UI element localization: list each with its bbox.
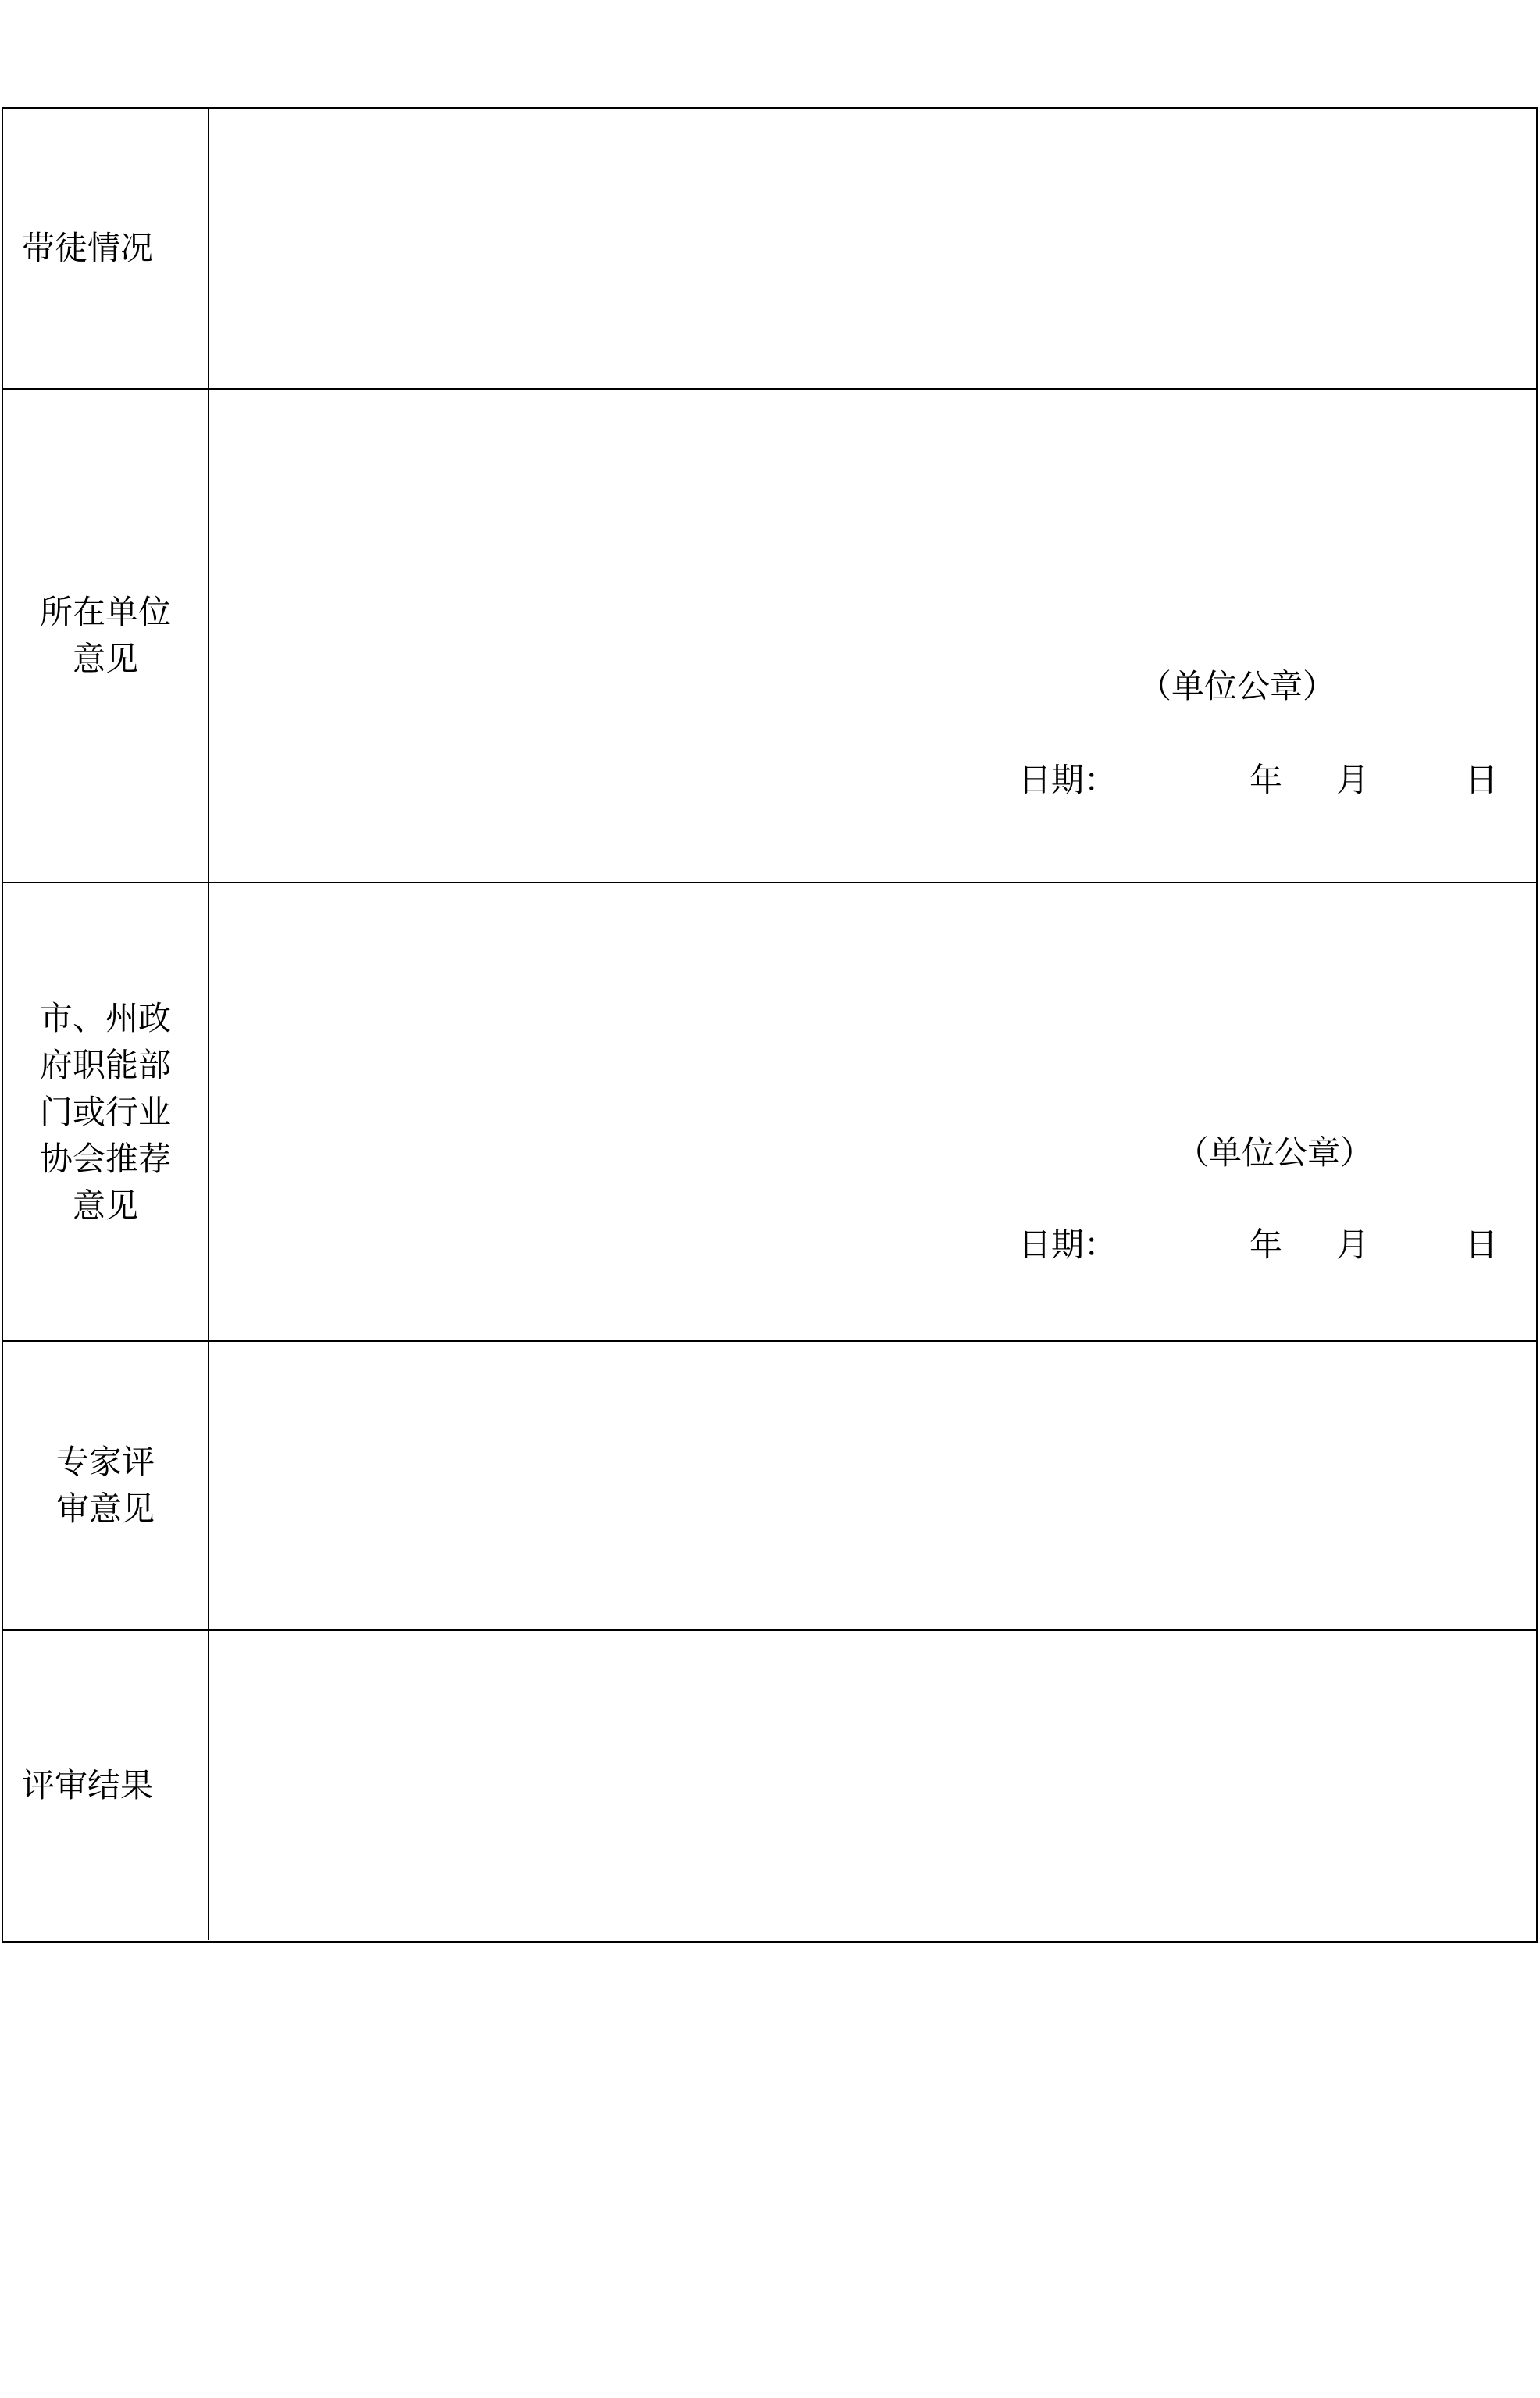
label-cell (3, 1631, 209, 1940)
month-label: 月 (1336, 1226, 1370, 1264)
row-label: 专家评审意见 (55, 1443, 155, 1528)
row-unit-opinion (3, 388, 1536, 882)
evaluation-form-table (2, 107, 1538, 1943)
label-cell (3, 1342, 209, 1629)
row-label: 带徒情况 (22, 229, 154, 267)
row-label: 评审结果 (22, 1766, 154, 1804)
row-apprentice-situation (3, 109, 1536, 388)
government-recommendation-field[interactable] (209, 883, 1536, 1340)
review-result-field[interactable] (209, 1631, 1536, 1940)
label-cell (3, 883, 209, 1340)
year-label: 年 (1249, 761, 1283, 799)
row-government-recommendation (3, 882, 1536, 1340)
row-expert-review (3, 1340, 1536, 1629)
date-label: 日期： (1018, 761, 1118, 799)
day-label: 日 (1465, 1226, 1499, 1264)
day-label: 日 (1465, 761, 1499, 799)
label-cell (3, 109, 209, 388)
expert-review-field[interactable] (209, 1342, 1536, 1629)
month-label: 月 (1336, 761, 1370, 799)
unit-opinion-field[interactable] (209, 390, 1536, 882)
apprentice-situation-field[interactable] (209, 109, 1536, 388)
row-label: 所在单位意见 (39, 593, 171, 678)
year-label: 年 (1249, 1226, 1283, 1264)
row-label: 市、州政府职能部门或行业协会推荐意见 (39, 998, 171, 1225)
date-label: 日期： (1018, 1226, 1118, 1264)
seal-label: （单位公章） (1139, 667, 1336, 705)
seal-label: （单位公章） (1176, 1133, 1374, 1172)
label-cell (3, 390, 209, 882)
row-review-result (3, 1629, 1536, 1940)
